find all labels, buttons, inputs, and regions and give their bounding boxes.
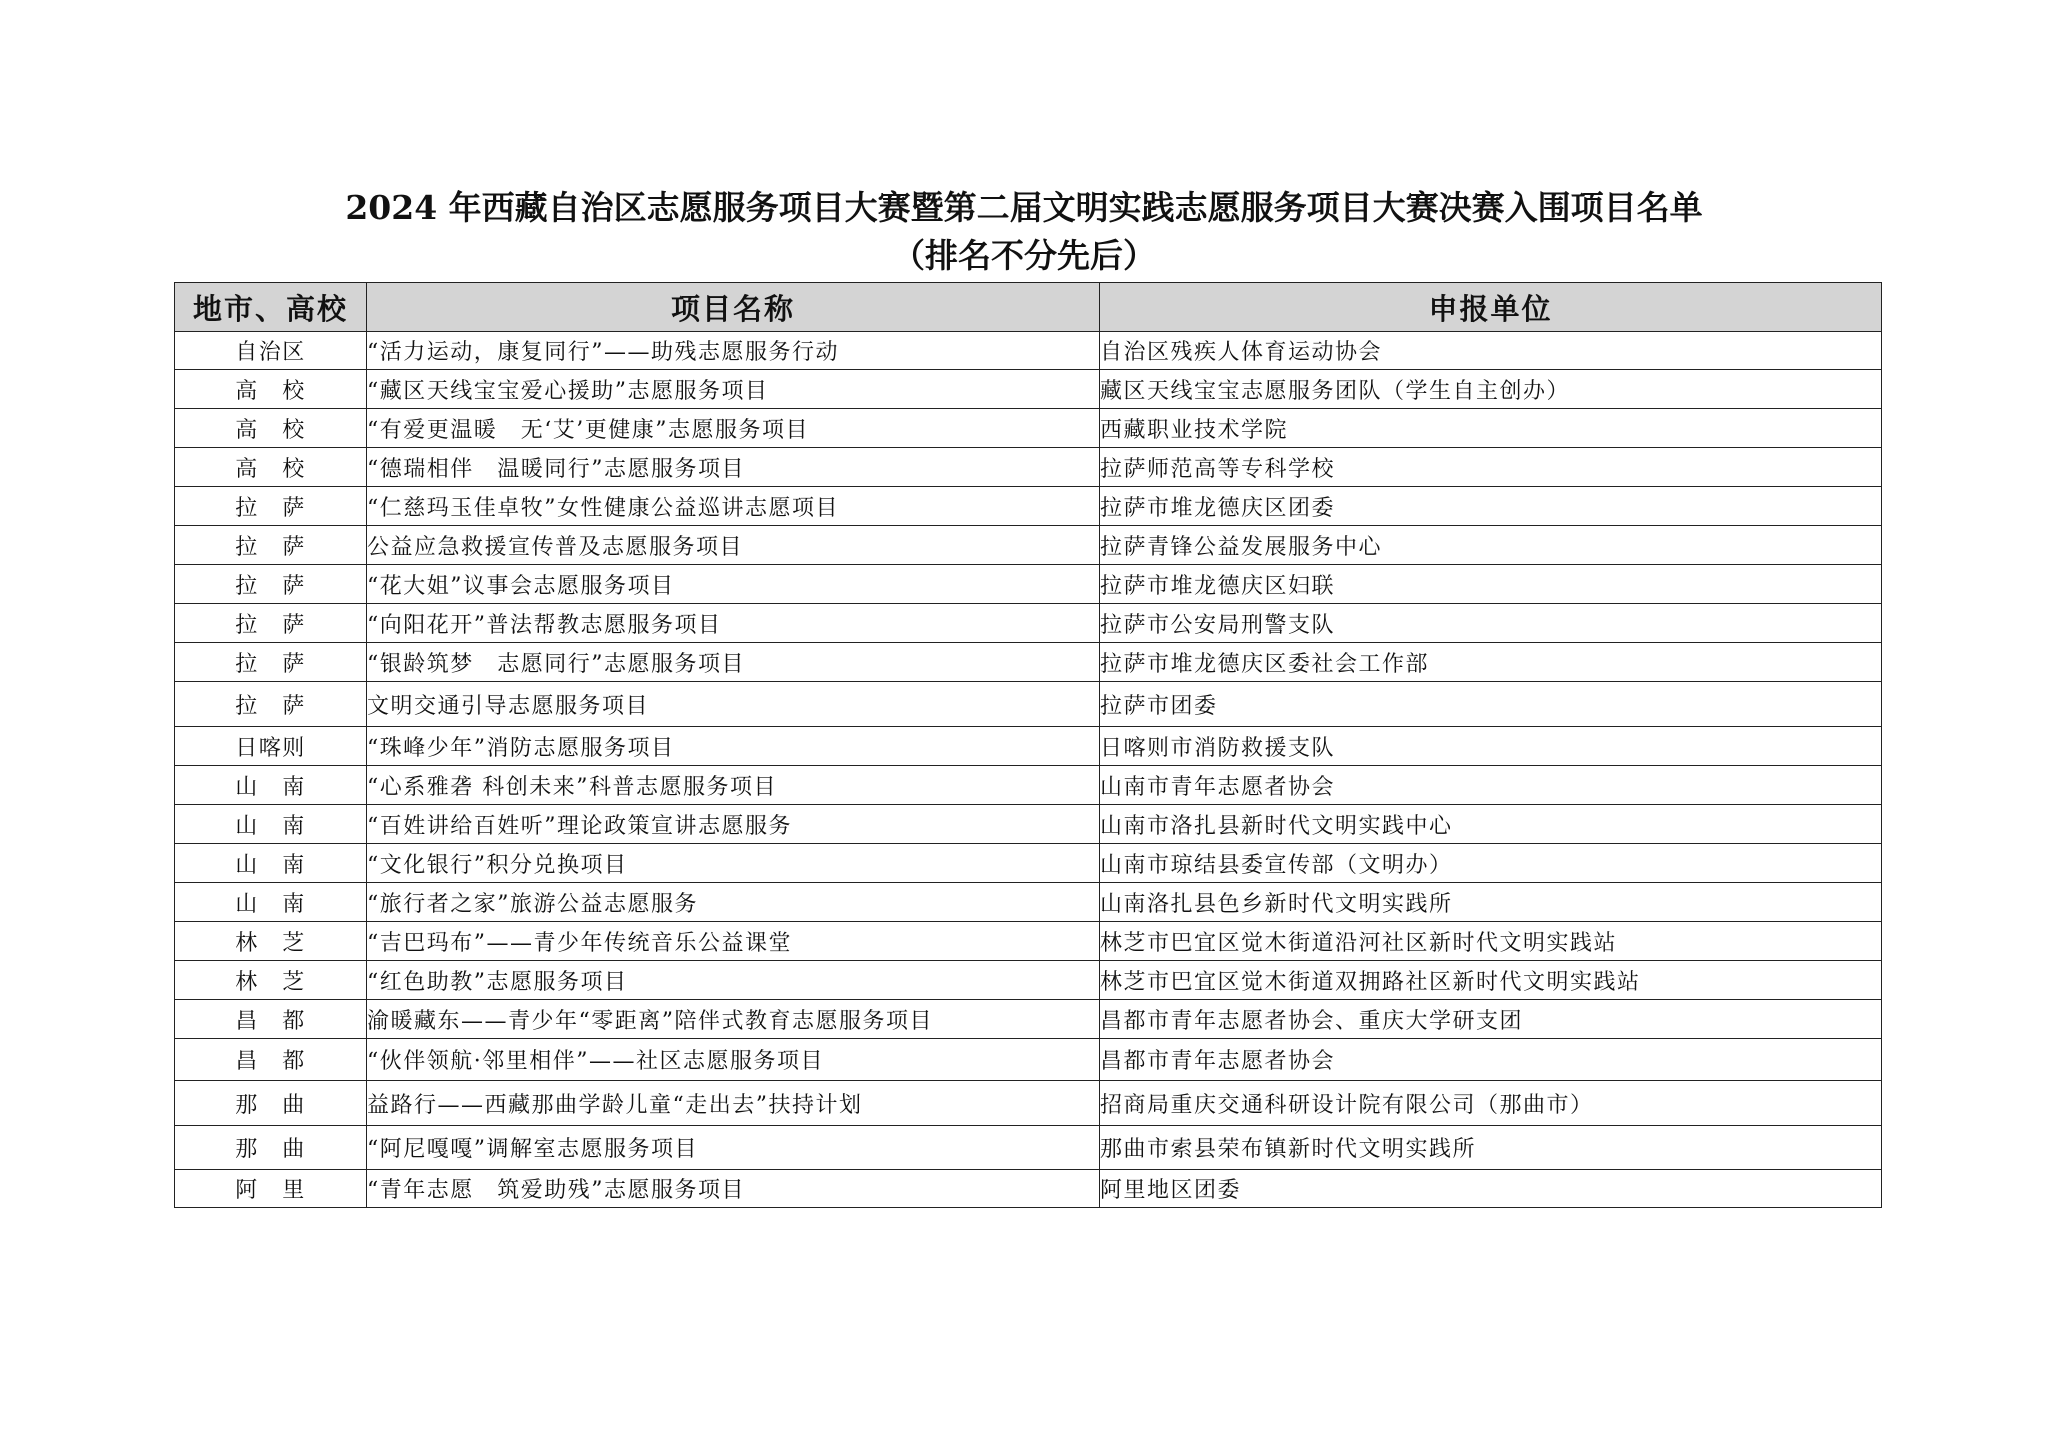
- cell-unit: 昌都市青年志愿者协会、重庆大学研支团: [1100, 1000, 1882, 1039]
- cell-project: “心系雅砻 科创未来”科普志愿服务项目: [367, 766, 1100, 805]
- cell-project: 文明交通引导志愿服务项目: [367, 682, 1100, 727]
- cell-project: “旅行者之家”旅游公益志愿服务: [367, 883, 1100, 922]
- table-row: [175, 922, 1882, 961]
- cell-unit: 拉萨市堆龙德庆区妇联: [1100, 565, 1882, 604]
- cell-unit: 山南市琼结县委宣传部（文明办）: [1100, 844, 1882, 883]
- table-row: [175, 844, 1882, 883]
- table-row: [175, 682, 1882, 727]
- table-row: [175, 1170, 1882, 1208]
- cell-project: “花大姐”议事会志愿服务项目: [367, 565, 1100, 604]
- table-row: [175, 332, 1882, 370]
- document-subtitle: （排名不分先后）: [892, 236, 1156, 275]
- cell-region: 高 校: [175, 448, 367, 487]
- cell-region: 山 南: [175, 805, 367, 844]
- table-row: [175, 604, 1882, 643]
- header-region: 地市、高校: [175, 283, 367, 332]
- cell-region: 阿 里: [175, 1170, 367, 1208]
- cell-project: “吉巴玛布”——青少年传统音乐公益课堂: [367, 922, 1100, 961]
- table-row: [175, 766, 1882, 805]
- cell-project: “银龄筑梦 志愿同行”志愿服务项目: [367, 643, 1100, 682]
- cell-region: 拉 萨: [175, 682, 367, 727]
- cell-region: 自治区: [175, 332, 367, 370]
- cell-project: “百姓讲给百姓听”理论政策宣讲志愿服务: [367, 805, 1100, 844]
- cell-unit: 拉萨市堆龙德庆区委社会工作部: [1100, 643, 1882, 682]
- cell-region: 昌 都: [175, 1039, 367, 1081]
- table-row: [175, 487, 1882, 526]
- cell-region: 昌 都: [175, 1000, 367, 1039]
- cell-region: 山 南: [175, 766, 367, 805]
- table-row: [175, 883, 1882, 922]
- cell-region: 拉 萨: [175, 604, 367, 643]
- finalist-table: [174, 282, 1882, 1208]
- cell-region: 山 南: [175, 844, 367, 883]
- header-project: 项目名称: [367, 283, 1100, 332]
- table-row: [175, 1000, 1882, 1039]
- table-row: [175, 805, 1882, 844]
- cell-project: “青年志愿 筑爱助残”志愿服务项目: [367, 1170, 1100, 1208]
- cell-project: 渝暖藏东——青少年“零距离”陪伴式教育志愿服务项目: [367, 1000, 1100, 1039]
- cell-unit: 林芝市巴宜区觉木街道沿河社区新时代文明实践站: [1100, 922, 1882, 961]
- cell-region: 山 南: [175, 883, 367, 922]
- table-row: [175, 565, 1882, 604]
- cell-region: 那 曲: [175, 1081, 367, 1126]
- cell-region: 拉 萨: [175, 643, 367, 682]
- table-row: [175, 448, 1882, 487]
- cell-unit: 昌都市青年志愿者协会: [1100, 1039, 1882, 1081]
- cell-project: “藏区天线宝宝爱心援助”志愿服务项目: [367, 370, 1100, 409]
- table-row: [175, 526, 1882, 565]
- cell-unit: 拉萨师范高等专科学校: [1100, 448, 1882, 487]
- table-row: [175, 1126, 1882, 1170]
- cell-project: 益路行——西藏那曲学龄儿童“走出去”扶持计划: [367, 1081, 1100, 1126]
- table-row: [175, 370, 1882, 409]
- table-row: [175, 1081, 1882, 1126]
- document-title: 2024 年西藏自治区志愿服务项目大赛暨第二届文明实践志愿服务项目大赛决赛入围项目名单: [345, 188, 1703, 227]
- cell-region: 拉 萨: [175, 526, 367, 565]
- cell-unit: 拉萨市团委: [1100, 682, 1882, 727]
- header-unit: 申报单位: [1100, 283, 1882, 332]
- cell-unit: 山南洛扎县色乡新时代文明实践所: [1100, 883, 1882, 922]
- table-row: [175, 1039, 1882, 1081]
- cell-unit: 自治区残疾人体育运动协会: [1100, 332, 1882, 370]
- cell-unit: 山南市青年志愿者协会: [1100, 766, 1882, 805]
- cell-region: 拉 萨: [175, 487, 367, 526]
- cell-region: 日喀则: [175, 727, 367, 766]
- cell-unit: 那曲市索县荣布镇新时代文明实践所: [1100, 1126, 1882, 1170]
- cell-unit: 林芝市巴宜区觉木街道双拥路社区新时代文明实践站: [1100, 961, 1882, 1000]
- cell-unit: 日喀则市消防救援支队: [1100, 727, 1882, 766]
- table-row: [175, 409, 1882, 448]
- cell-unit: 招商局重庆交通科研设计院有限公司（那曲市）: [1100, 1081, 1882, 1126]
- cell-region: 高 校: [175, 409, 367, 448]
- cell-region: 拉 萨: [175, 565, 367, 604]
- cell-region: 高 校: [175, 370, 367, 409]
- cell-unit: 拉萨市公安局刑警支队: [1100, 604, 1882, 643]
- table-row: [175, 643, 1882, 682]
- cell-project: “珠峰少年”消防志愿服务项目: [367, 727, 1100, 766]
- cell-project: “仁慈玛玉佳卓牧”女性健康公益巡讲志愿项目: [367, 487, 1100, 526]
- cell-project: “红色助教”志愿服务项目: [367, 961, 1100, 1000]
- cell-unit: 拉萨青锋公益发展服务中心: [1100, 526, 1882, 565]
- table-row: [175, 727, 1882, 766]
- cell-region: 林 芝: [175, 922, 367, 961]
- cell-project: “德瑞相伴 温暖同行”志愿服务项目: [367, 448, 1100, 487]
- cell-project: “文化银行”积分兑换项目: [367, 844, 1100, 883]
- cell-unit: 藏区天线宝宝志愿服务团队（学生自主创办）: [1100, 370, 1882, 409]
- cell-project: “伙伴领航·邻里相伴”——社区志愿服务项目: [367, 1039, 1100, 1081]
- cell-project: “活力运动，康复同行”——助残志愿服务行动: [367, 332, 1100, 370]
- cell-unit: 阿里地区团委: [1100, 1170, 1882, 1208]
- cell-unit: 西藏职业技术学院: [1100, 409, 1882, 448]
- cell-project: “有爱更温暖 无‘艾’更健康”志愿服务项目: [367, 409, 1100, 448]
- table-header-row: [175, 283, 1882, 332]
- cell-region: 林 芝: [175, 961, 367, 1000]
- cell-region: 那 曲: [175, 1126, 367, 1170]
- cell-unit: 山南市洛扎县新时代文明实践中心: [1100, 805, 1882, 844]
- cell-unit: 拉萨市堆龙德庆区团委: [1100, 487, 1882, 526]
- cell-project: “向阳花开”普法帮教志愿服务项目: [367, 604, 1100, 643]
- cell-project: “阿尼嘎嘎”调解室志愿服务项目: [367, 1126, 1100, 1170]
- cell-project: 公益应急救援宣传普及志愿服务项目: [367, 526, 1100, 565]
- table-row: [175, 961, 1882, 1000]
